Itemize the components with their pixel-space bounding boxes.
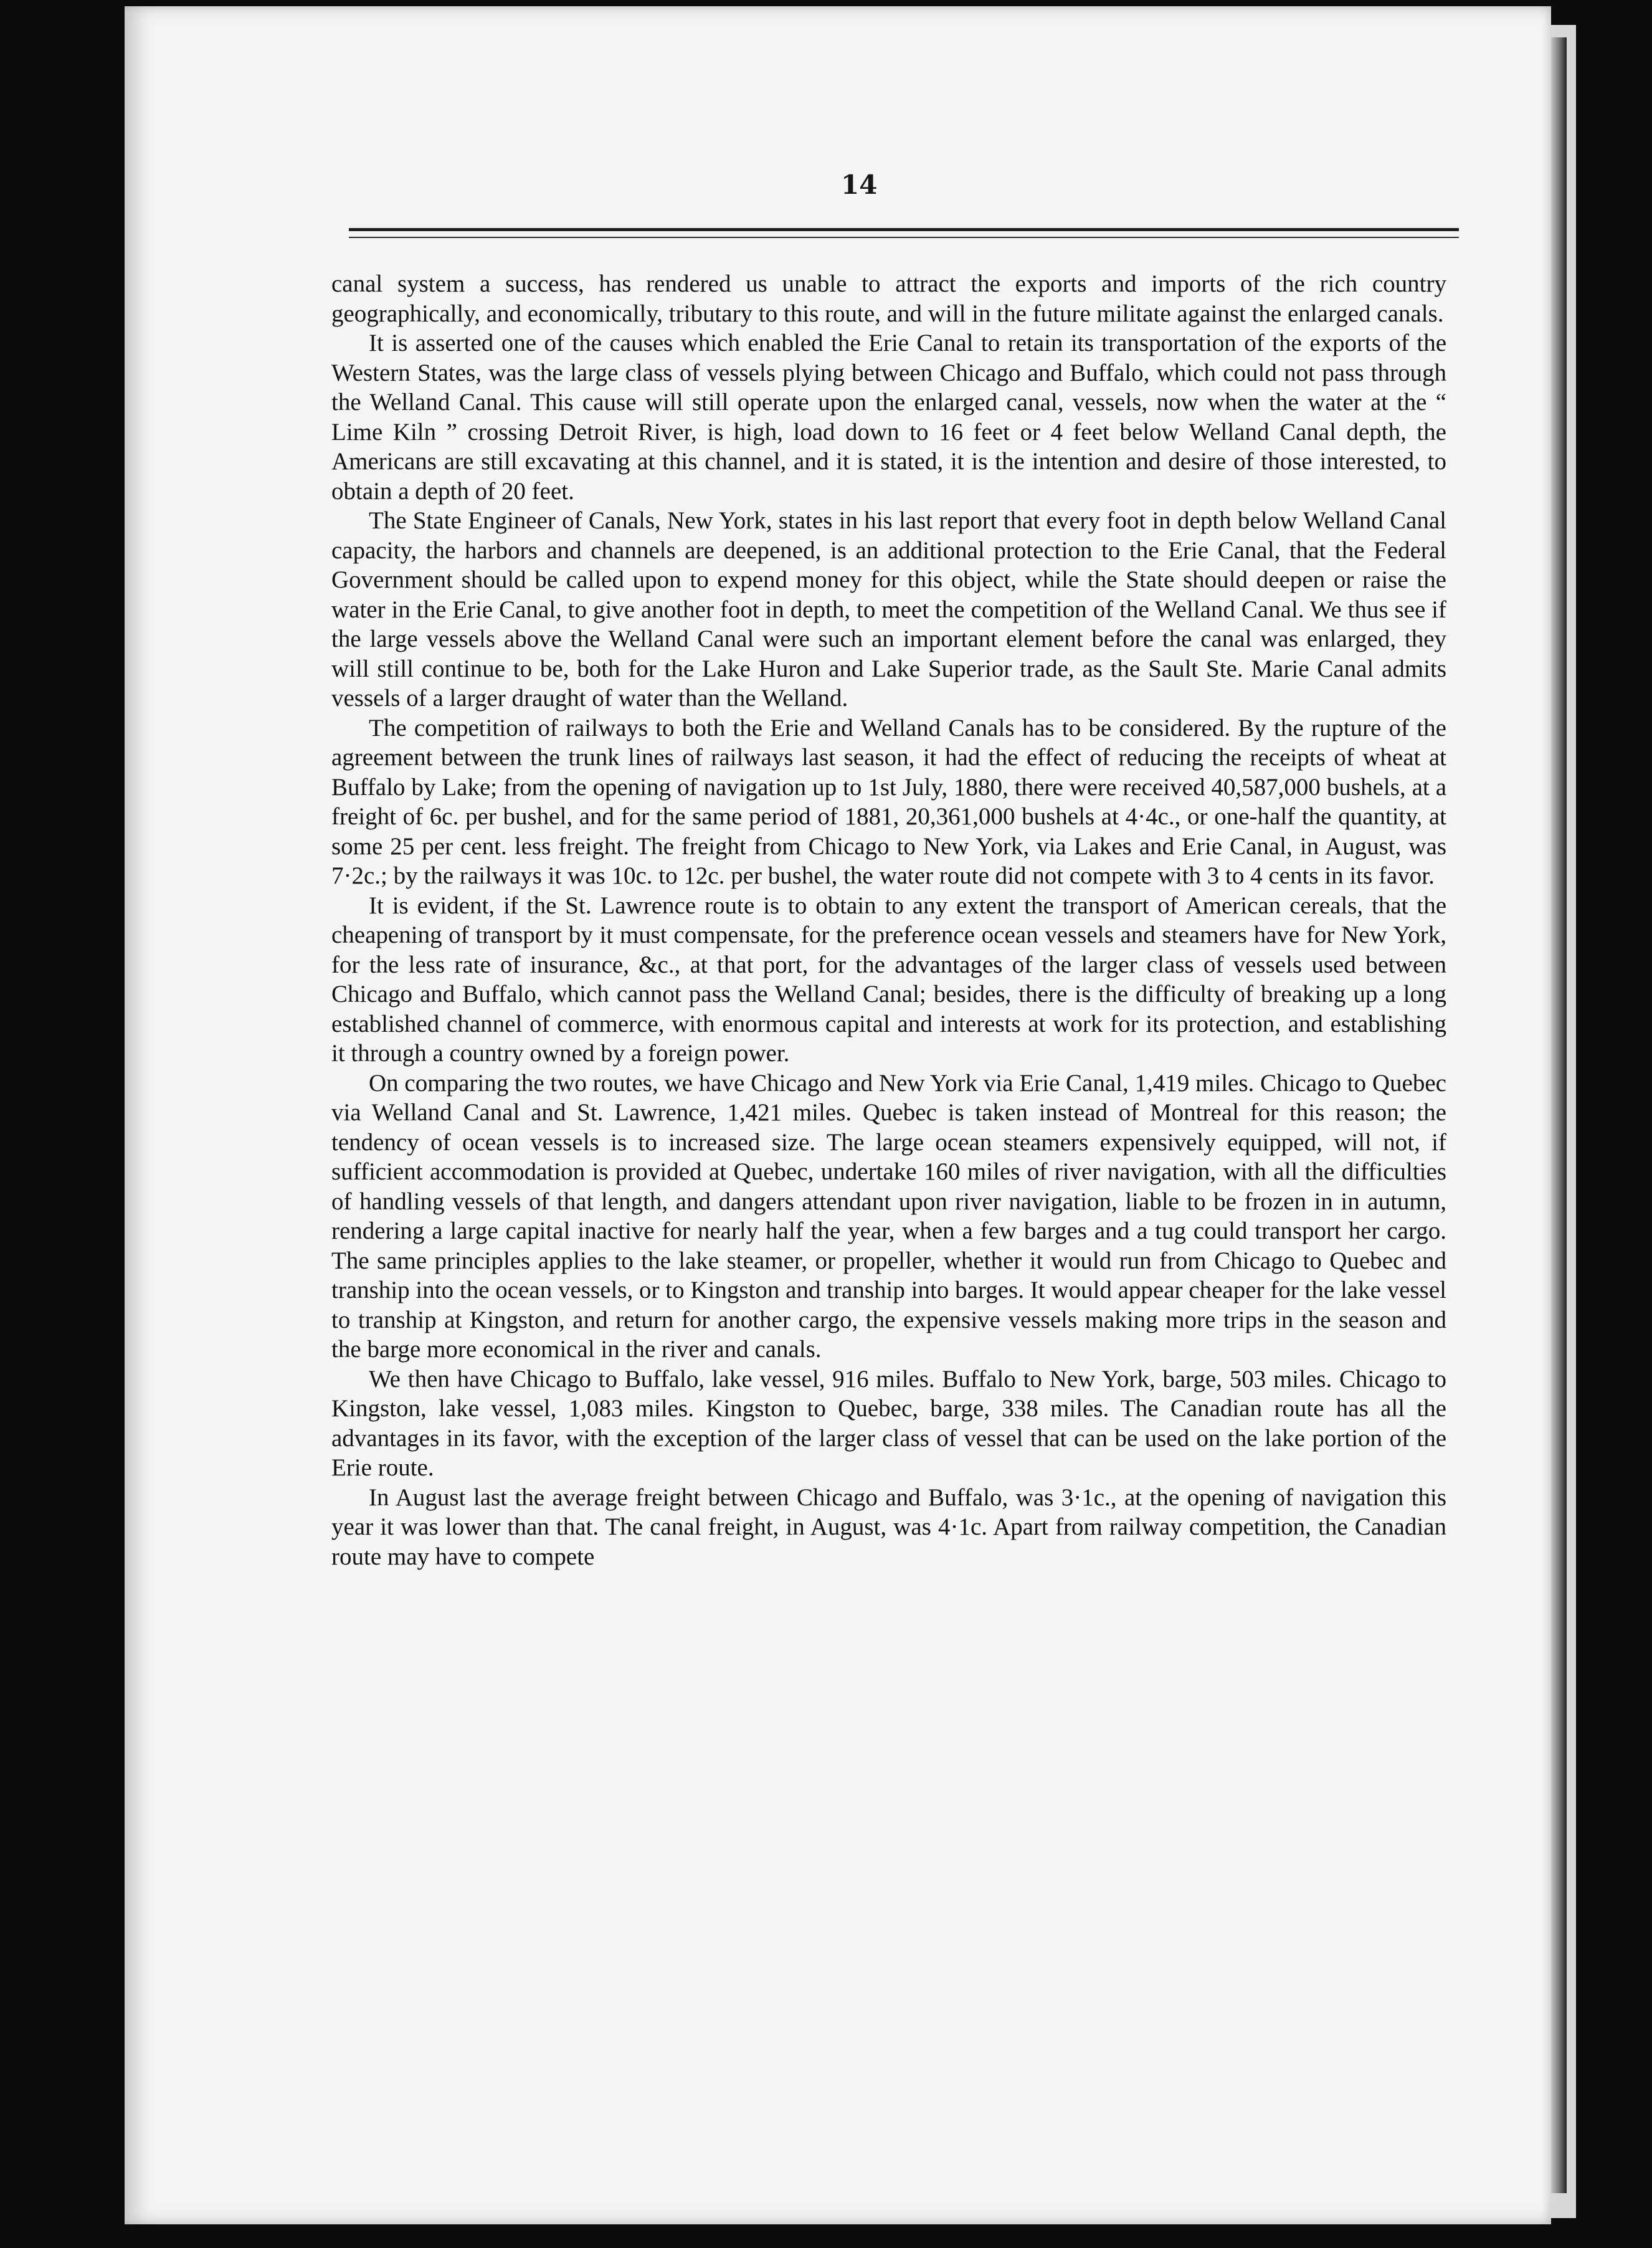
page-number: 14 (841, 169, 878, 200)
body-text (331, 269, 1446, 1571)
paragraph: We then have Chicago to Buffalo, lake vessel, 916 miles. Buffalo to New York, barge, 503 miles. Chicago to Kingston, lake vessel, 1,083 miles. Kingston to Quebec, barge, 338 miles. The Canadian route has all the advantages in its favor, with the exception of the larger class of vessel that can be used on the lake portion of the Erie route. (331, 1365, 1446, 1481)
paragraph: It is asserted one of the causes which enabled the Erie Canal to retain its transportation of the exports of the Western States, was the large class of vessels plying between Chicago and Buffalo, which could not pass through the Welland Canal. This cause will still operate upon the enlarged canal, vessels, now when the water at the “ Lime Kiln ” crossing Detroit River, is high, load down to 16 feet or 4 feet below Welland Canal depth, the Americans are still excavating at this channel, and it is stated, it is the intention and desire of those interested, to obtain a depth of 20 feet. (331, 330, 1446, 505)
paragraph: canal system a success, has rendered us unable to attract the exports and imports of the rich country geographically, and economically, tributary to this route, and will in the future militate against the enlarged canals. (331, 270, 1446, 327)
paragraph: The competition of railways to both the Erie and Welland Canals has to be considered. By the rupture of the agreement between the trunk lines of railways last season, it had the effect of reducing the receipts of wheat at Buffalo by Lake; from the opening of navigation up to 1st July, 1880, there were received 40,587,000 bushels, at a freight of 6c. per bushel, and for the same period of 1881, 20,361,000 bushels at 4·4c., or one-half the quantity, at some 25 per cent. less freight. The freight from Chicago to New York, via Lakes and Erie Canal, in August, was 7·2c.; by the railways it was 10c. to 12c. per bushel, the water route did not compete with 3 to 4 cents in its favor. (331, 714, 1446, 889)
paragraph: In August last the average freight between Chicago and Buffalo, was 3·1c., at the opening of navigation this year it was lower than that. The canal freight, in August, was 4·1c. Apart from railway competition, the Canadian route may have to compete (331, 1484, 1446, 1570)
header-rule-thick (349, 228, 1459, 231)
paragraph: On comparing the two routes, we have Chicago and New York via Erie Canal, 1,419 miles. Chicago to Quebec via Welland Canal and St. Lawrence, 1,421 miles. Quebec is taken instead of Montreal for this reason; the tendency of ocean vessels is to increased size. The large ocean steamers expensively equipped, will not, if sufficient accommodation is provided at Quebec, undertake 160 miles of river navigation, with all the difficulties of handling vessels of that length, and dangers attendant upon river navigation, liable to be frozen in in autumn, rendering a large capital inactive for nearly half the year, when a few barges and a tug could transport her cargo. The same principles applies to the lake steamer, or propeller, whether it would run from Chicago to Quebec and tranship into the ocean vessels, or to Kingston and tranship into barges. It would appear cheaper for the lake vessel to tranship at Kingston, and return for another cargo, the expensive vessels making more trips in the season and the barge more economical in the river and canals. (331, 1069, 1446, 1363)
paragraph: It is evident, if the St. Lawrence route is to obtain to any extent the transport of American cereals, that the cheapening of transport by it must compensate, for the preference ocean vessels and steamers have for New York, for the less rate of insurance, &c., at that port, for the advantages of the larger class of vessels used between Chicago and Buffalo, which cannot pass the Welland Canal; besides, there is the difficulty of breaking up a long established channel of commerce, with enormous capital and interests at work for its protection, and establishing it through a country owned by a foreign power. (331, 892, 1446, 1067)
paragraph: The State Engineer of Canals, New York, states in his last report that every foot in depth below Welland Canal capacity, the harbors and channels are deepened, is an additional protection to the Erie Canal, that the Federal Government should be called upon to expend money for this object, while the State should deepen or raise the water in the Erie Canal, to give another foot in depth, to meet the competition of the Welland Canal. We thus see if the large vessels above the Welland Canal were such an important element before the canal was enlarged, they will still continue to be, both for the Lake Huron and Lake Superior trade, as the Sault Ste. Marie Canal admits vessels of a larger draught of water than the Welland. (331, 507, 1446, 712)
header-rule-thin (349, 237, 1459, 238)
